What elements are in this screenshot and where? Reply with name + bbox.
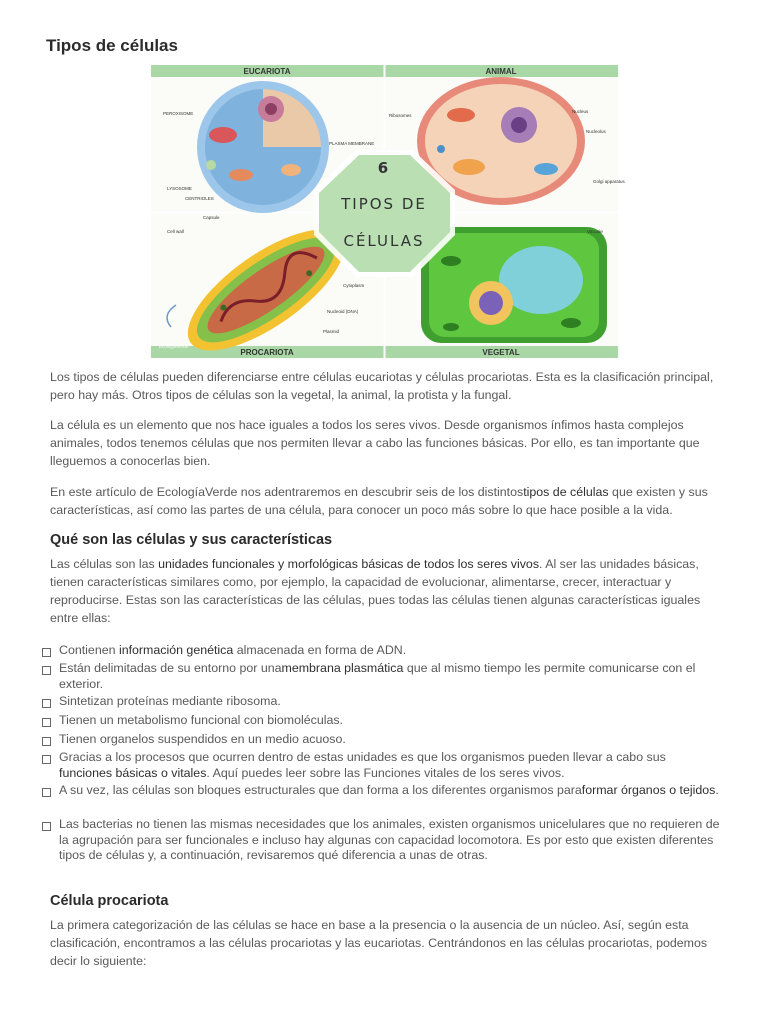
list-item-text: A su vez, las células son bloques estructurales que dan forma a los diferentes organismos para [59, 783, 582, 797]
list-item [42, 661, 722, 692]
annotation-centrioles: CENTRIOLES [185, 196, 214, 201]
list-item-text: Tienen organelos suspendidos en un medio acuoso. [59, 732, 346, 746]
annotation-nucleus: Nucleus [572, 109, 589, 114]
list-item-text: Gracias a los procesos que ocurren dentro de estas unidades es que los organismos pueden llevar a cabo sus [59, 750, 666, 764]
center-number: 6 [377, 159, 391, 177]
list-item-link[interactable]: formar órganos o tejidos [581, 783, 716, 797]
label-procariota: PROCARIOTA [240, 348, 294, 357]
list-item-text: Las bacterias no tienen las mismas necesidades que los animales, existen organismos unicelulares que no requieren de la agrupación para ser funcionales e incluso hay algunas con capacidad locomotora. Es por esto que existen diferentes tipos de células y, a continuación, revisaremos qué diferencia a unas de otras. [59, 817, 720, 862]
page-title: Tipos de células [46, 36, 178, 55]
annotation-nucleolus: Nucleolus [586, 129, 606, 134]
section-heading-caracteristicas: Qué son las células y sus características [50, 532, 333, 548]
list-item-text-end: que al mismo tiempo les permite comunicarse con el exterior. [59, 661, 696, 691]
section1-text-end: . Al ser las unidades básicas, tienen características similares como, por ejemplo, la capacidad de evolucionar, alimentarse, crecer, interactuar y reproducirse. Estas son las características de las células, pues todas las células tienen algunas características iguales entre ellas: [50, 557, 701, 625]
brand-watermark: EcologíaVerde [159, 344, 189, 349]
section-heading-procariota: Célula procariota [50, 893, 169, 909]
checkbox-bullet-icon [42, 788, 51, 797]
annotation-lysosome: LYSOSOME [167, 186, 192, 191]
list-item-text-end: almacenada en forma de ADN. [233, 643, 407, 657]
list-item-link[interactable]: información genética [118, 643, 234, 657]
list-item-text-end: . Aquí puedes leer sobre las Funciones vitales de los seres vivos. [206, 765, 565, 780]
list-item-text-end: . [715, 783, 719, 797]
annotation-golgi: Golgi apparatus [593, 179, 625, 184]
annotation-cytoplasm: Cytoplasm [343, 283, 365, 288]
annotation-cell-wall: Cell wall [167, 229, 184, 234]
list-item-text: Están delimitadas de su entorno por una [59, 661, 282, 675]
annotation-ribosomes: Ribosomes [389, 113, 412, 118]
intro-paragraph-3 [50, 483, 722, 519]
list-item [42, 817, 722, 864]
checkbox-bullet-icon [42, 718, 51, 727]
section2-paragraph: La primera categorización de las células se hace en base a la presencia o la ausencia de un núcleo. Así, según esta clasificación, encontramos a las células procariotas y las eucariotas. Centrándonos en las células procariotas, podemos decir lo siguiente: [50, 918, 708, 968]
link-unidades-funcionales[interactable]: unidades funcionales y morfológicas básicas de todos los seres vivos [158, 557, 540, 571]
list-item [42, 643, 722, 659]
intro-p3-text: En este artículo de EcologíaVerde nos adentraremos en descubrir seis de los distintos [50, 485, 524, 499]
cell-types-illustration [151, 65, 625, 358]
intro-p3-text-end: que existen y sus características, así como las partes de una célula, para conocer un poco más sobre lo que hace posible a la vida. [50, 485, 708, 517]
section1-paragraph [50, 555, 722, 627]
center-line-2: CÉLULAS [343, 232, 425, 250]
cell-types-figure [151, 65, 625, 358]
link-tipos-de-celulas[interactable]: tipos de células [523, 485, 609, 499]
annotation-plasmid: Plasmid [323, 329, 340, 334]
annotation-nucleoid: Nucleoid (DNA) [327, 309, 359, 314]
list-item [42, 713, 722, 729]
list-item [42, 694, 722, 710]
center-line-1: TIPOS DE [341, 195, 427, 213]
annotation-vacuole: Vacuole [587, 229, 603, 234]
list-item [42, 783, 722, 799]
list-item-text: Tienen un metabolismo funcional con biomoléculas. [59, 713, 343, 727]
checkbox-bullet-icon [42, 755, 51, 764]
label-animal: ANIMAL [485, 67, 517, 76]
checkbox-bullet-icon [42, 666, 51, 675]
label-eucariota: EUCARIOTA [243, 67, 291, 76]
list-item-link[interactable]: membrana plasmática [281, 661, 404, 675]
list-item-link[interactable]: funciones básicas o vitales [59, 765, 207, 780]
annotation-capsule: Capsule [203, 215, 220, 220]
checkbox-bullet-icon [42, 822, 51, 831]
label-vegetal: VEGETAL [482, 348, 520, 357]
list-item-text: Contienen [59, 643, 119, 657]
annotation-plasma-membrane: PLASMA MEMBRANE [329, 141, 375, 146]
checkbox-bullet-icon [42, 648, 51, 657]
section1-text: Las células son las [50, 557, 159, 571]
list-item [42, 750, 722, 781]
list-item [42, 732, 722, 748]
annotation-peroxisome: PEROXISOME [163, 111, 194, 116]
list-item-text: Sintetizan proteínas mediante ribosoma. [59, 694, 281, 708]
intro-paragraph-1: Los tipos de células pueden diferenciarse entre células eucariotas y células procariotas. Esta es la clasificación principal, pero hay más. Otros tipos de células son la vegetal, la animal, la protista y la fungal. [50, 370, 714, 402]
checkbox-bullet-icon [42, 737, 51, 746]
checkbox-bullet-icon [42, 699, 51, 708]
intro-paragraph-2: La célula es un elemento que nos hace iguales a todos los seres vivos. Desde organismos ínfimos hasta complejos animales, todos tenemos células que nos permiten llevar a cabo las funciones básicas. Por ello, es tan importante que lleguemos a conocerlas bien. [50, 418, 700, 468]
